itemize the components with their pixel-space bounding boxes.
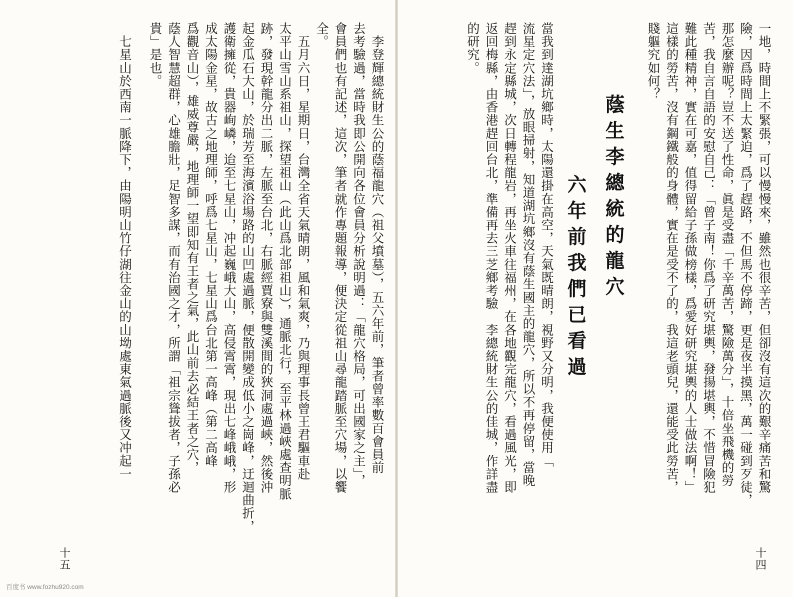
left-page-text (88, 22, 386, 557)
text-line: 這樣的勞苦，沒有鋼鐵般的身體，實在是受不了的，我這老頭兒，還能受此勞苦， (664, 22, 680, 494)
text-line: 起金瓜石大山，於瑞芳至海濱浴場路的山凹處過脈，便散開變成低小之崗峰，迂迴曲折， (240, 22, 256, 533)
site-watermark: 百度书 www.fozhu920.com (6, 584, 84, 591)
text-line: 趕到永定縣城，次日轉程龍岩，再坐火車往福州，在各地觀完龍穴，看過風光，即 (502, 22, 518, 494)
right-page (397, 0, 793, 597)
text-line: 七星山於西南一脈降下，由陽明山竹仔湖往金山的山坳處東氣過脈後又冲起一 (117, 22, 133, 481)
text-line: 去考驗過，當時我即公開向各位會員分析說明過：「龍穴格局，可出國家之主」， (351, 22, 367, 488)
text-line: 賤軀究如何？ (646, 22, 661, 101)
section-title: 蔭生李總統的龍穴 (605, 94, 628, 298)
text-line: 成太陽金星，故古之地理師，呼爲七星山，七星山爲台北第一高峰（第二高峰 (203, 22, 219, 468)
right-page-text (455, 22, 773, 557)
text-line: 爲觀音山），雄威尊嚴，地理師一望即知有王者之氣，此山前去必結王者之穴， (185, 22, 200, 475)
text-line: 一地，時間上不緊張，可以慢慢來，雖然也很辛苦，但卻沒有這次的艱辛痛苦和驚 (757, 22, 772, 494)
text-line: 流星定穴法」，放眼掃射，知道湖坑鄉沒有蔭生國主的龍穴，所以不再停留，當晚 (521, 22, 536, 488)
text-line: 難此種精神，實在可嘉，值得留給子孫做榜樣，爲愛好研究堪輿的人士做法啊！」 (683, 22, 698, 494)
text-line: 的研究。 (465, 22, 481, 75)
spacer (556, 22, 568, 557)
page-number: 十四 (754, 547, 767, 571)
text-line: 貴」是也。 (148, 22, 163, 88)
text-line: 跡，發現幹龍分出二脈，左脈至台北，右脈經賈寮與雙溪間的狹洞處過峽，然後沖 (259, 22, 274, 494)
text-line: 護衛擁從，貴器峋嶙，迨至七星山，冲起巍峨大山，高侵霄霄，現出七峰峨峨，形 (222, 22, 237, 494)
text-line: 險，因爲時間上太緊迫，爲了趕路，不但馬不停蹄，更是夜半摸黑，萬一碰到歹徒， (738, 22, 754, 507)
page-number: 十五 (58, 547, 71, 571)
text-line: 全。 (314, 22, 330, 49)
spacer (594, 22, 606, 557)
text-line: 苦，我自言自語的安慰自己：「曾子南！你爲了研究堪輿，發揚堪輿，不惜冒險犯 (701, 22, 717, 494)
spacer (632, 22, 644, 557)
text-line: 會員們也有記述，這次，筆者就作專題報導，便決定從祖山尋龍踏脈至穴場，以饗 (333, 22, 348, 494)
text-line: 蔭人智慧超群，心雄膽壯，足智多謀，而有治國之才，所謂「祖宗聳拔者，子孫必 (166, 22, 182, 494)
spacer (134, 22, 146, 557)
text-line: 李登輝總統財生公的蔭福龍穴（祖父墳墓），五六年前，筆者曾率數百會員前 (370, 22, 385, 475)
text-line: 太平山雪山系祖山，探望祖山（此山爲北部祖山），通脈北行，至平林過峽處查明脈 (277, 22, 293, 501)
section-title-continued: 六年前我們已看過 (567, 174, 590, 378)
text-line: 當我到達湖坑鄉時，太陽還掛在高空，天氣既晴朗，視野又分明，我便使用「 (539, 22, 555, 468)
left-page (0, 0, 396, 597)
text-line: 五月六日，星期日，台灣全省天氣晴朗，風和氣爽，乃與理事長曾王君驅車赴 (296, 22, 311, 481)
text-line: 那怎麼辦呢？豈不送了性命，眞是受盡「千辛萬苦，驚險萬分」，十倍坐飛機的勞 (720, 22, 735, 488)
text-line: 返回梅縣，由香港趕回台北，準備再去三芝鄉考驗 李總統財生公的佳城，作詳盡 (484, 22, 499, 494)
